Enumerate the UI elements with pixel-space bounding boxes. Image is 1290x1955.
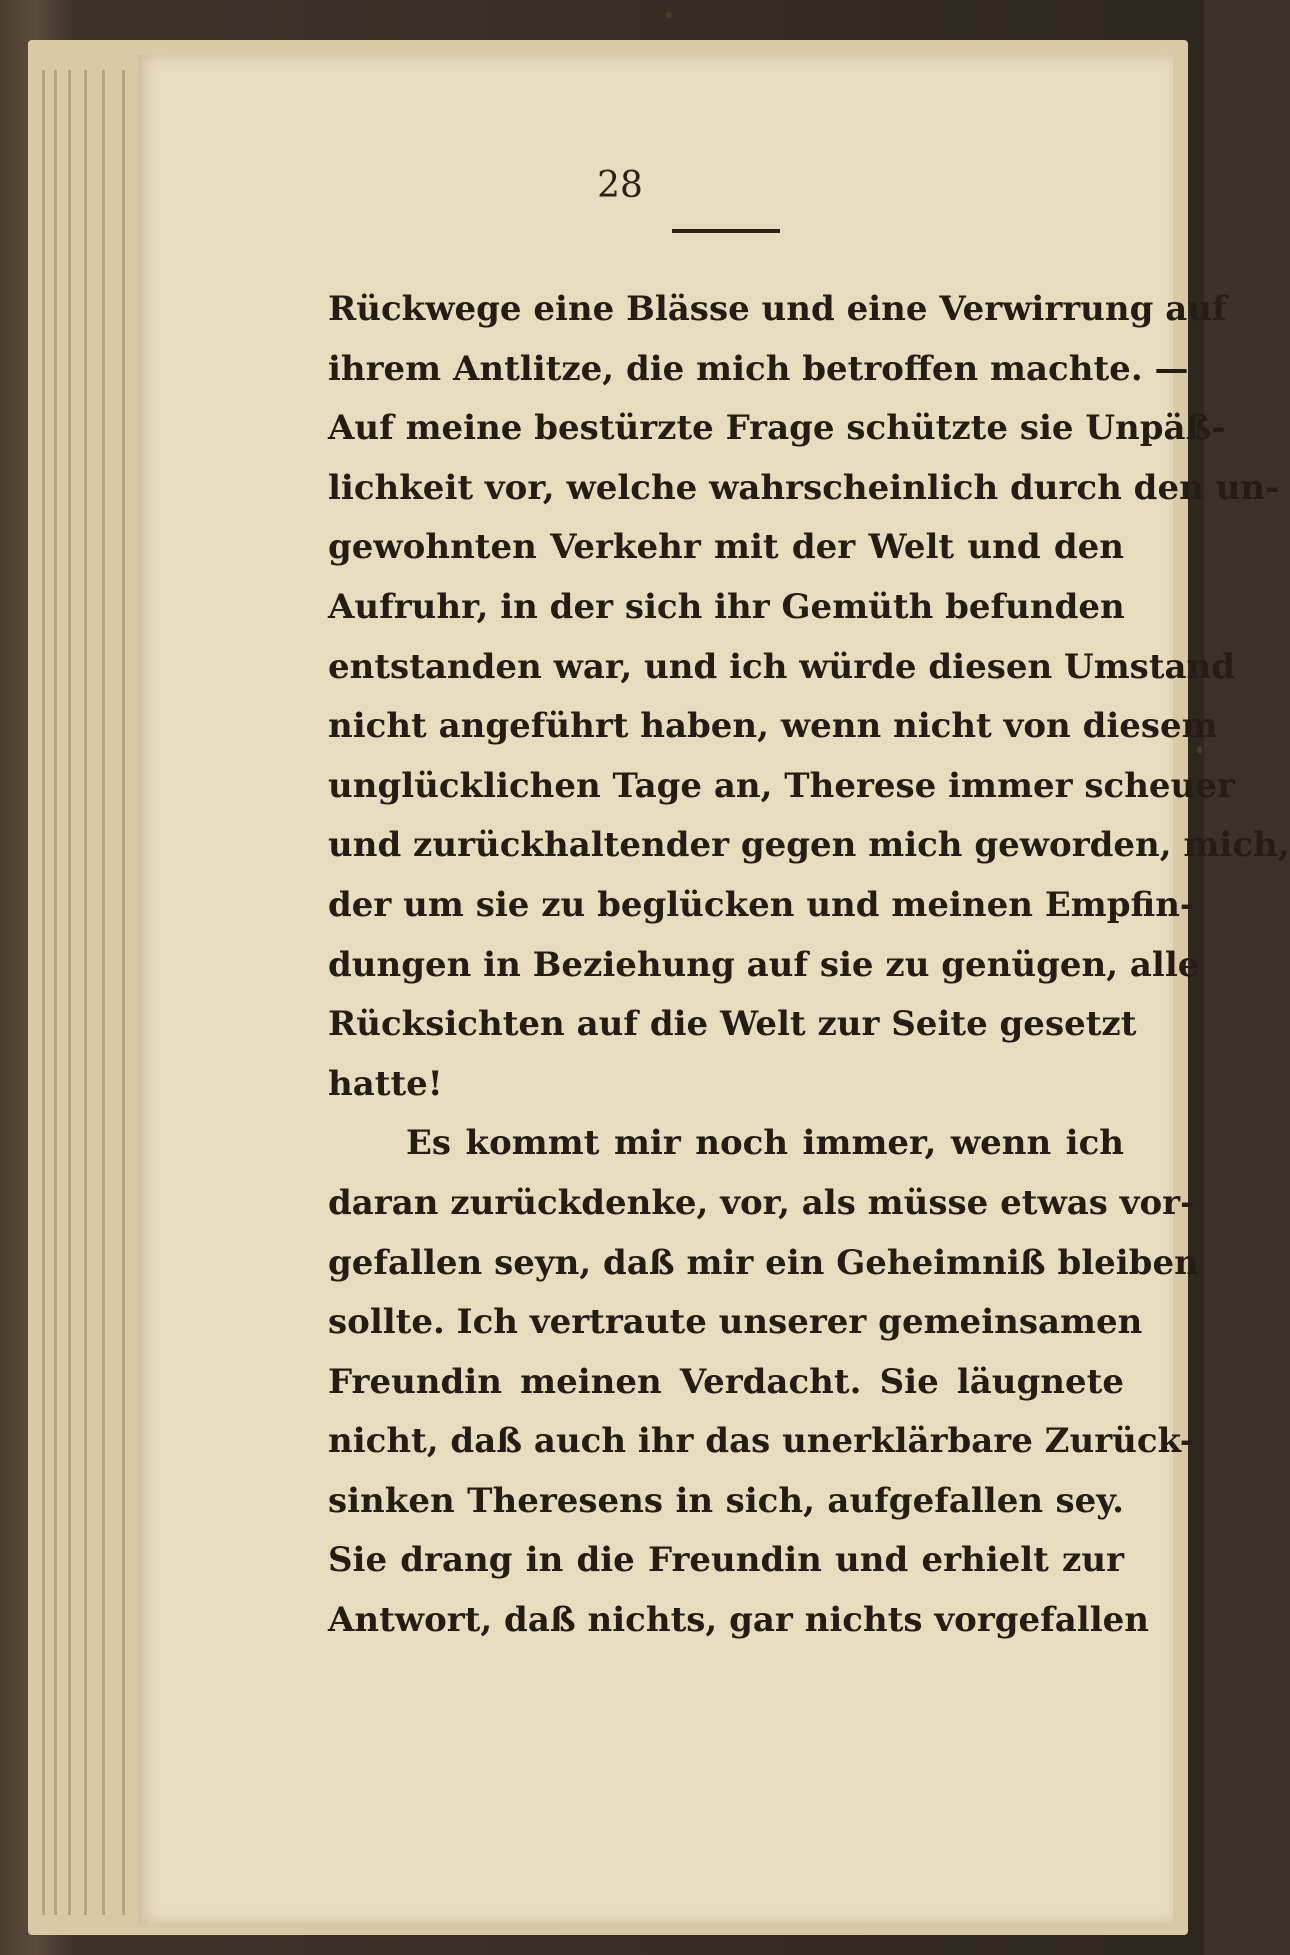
text-line: gefallen seyn, daß mir ein Geheimniß bleiben	[328, 1242, 1199, 1283]
text-line: Auf meine bestürzte Frage schützte sie Unpäß-	[328, 408, 1226, 449]
paper-speck	[1197, 746, 1202, 754]
text-line: sollte. Ich vertraute unserer gemeinsamen	[328, 1302, 1143, 1343]
text-line: unglücklichen Tage an, Therese immer scheuer	[328, 765, 1235, 806]
text-line: gewohnten Verkehr mit der Welt und den	[328, 527, 1124, 568]
text-line: lichkeit vor, welche wahrscheinlich durch den un-	[328, 467, 1280, 508]
page-edge	[84, 70, 87, 1915]
page-edge	[42, 70, 45, 1915]
body-text	[328, 280, 1290, 1651]
text-line: Rückwege eine Blässe und eine Verwirrung auf	[328, 289, 1227, 329]
page-edge	[122, 70, 125, 1915]
page-number: 28	[597, 165, 643, 206]
text-line: Antwort, daß nichts, gar nichts vorgefallen	[328, 1600, 1149, 1641]
text-line: sinken Theresens in sich, aufgefallen sey.	[328, 1480, 1124, 1521]
page-edge	[54, 70, 57, 1915]
text-line: der um sie zu beglücken und meinen Empfin-	[328, 884, 1195, 925]
text-line: ihrem Antlitze, die mich betroffen machte. —	[328, 348, 1189, 389]
text-line: Freundin meinen Verdacht. Sie läugnete	[328, 1361, 1124, 1402]
page-edge	[68, 70, 71, 1915]
text-line: Es kommt mir noch immer, wenn ich	[406, 1123, 1124, 1164]
text-line: nicht, daß auch ihr das unerklärbare Zurück-	[328, 1421, 1194, 1462]
text-line: Aufruhr, in der sich ihr Gemüth befunden	[328, 586, 1125, 627]
text-line: daran zurückdenke, vor, als müsse etwas vor-	[328, 1182, 1195, 1223]
header-rule	[672, 229, 780, 233]
text-line: Rücksichten auf die Welt zur Seite gesetzt	[328, 1004, 1137, 1045]
text-line: und zurückhaltender gegen mich geworden, mich,	[328, 825, 1290, 866]
text-line: nicht angeführt haben, wenn nicht von diesem	[328, 706, 1218, 747]
text-line: Sie drang in die Freundin und erhielt zur	[328, 1540, 1124, 1581]
text-line: hatte!	[328, 1063, 443, 1104]
paper-speck	[666, 12, 672, 18]
text-line: entstanden war, und ich würde diesen Umstand	[328, 646, 1236, 687]
text-line: dungen in Beziehung auf sie zu genügen, alle	[328, 944, 1200, 985]
page-edge	[102, 70, 105, 1915]
